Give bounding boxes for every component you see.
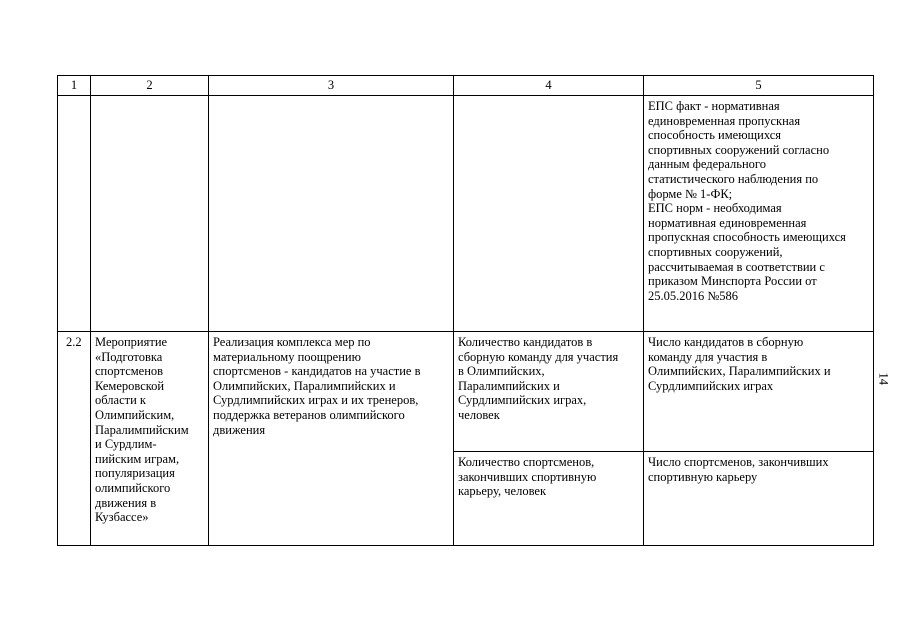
indicators-table	[57, 75, 874, 546]
page-number: 14	[876, 372, 891, 385]
continuation-cell-1	[58, 96, 91, 332]
continuation-cell-3	[209, 96, 454, 332]
continuation-cell-2	[91, 96, 209, 332]
event-description: Реализация комплекса мер по материальному поощрению спортсменов - кандидатов на участие в Олимпийских, Паралимпийских и Сурдлимпийских играх и их тренеров, поддержка ветеранов олимпийского движения	[209, 332, 454, 546]
header-col-2: 2	[91, 76, 209, 96]
table-row-2-2	[58, 332, 874, 452]
indicator-retired-athletes: Количество спортсменов, закончивших спортивную карьеру, человек	[454, 452, 644, 546]
table-row-continuation	[58, 96, 874, 332]
indicator-candidates: Количество кандидатов в сборную команду для участия в Олимпийских, Паралимпийских и Сурдлимпийских играх, человек	[454, 332, 644, 452]
header-col-4: 4	[454, 76, 644, 96]
continuation-formula-text: ЕПС факт - нормативная единовременная пропускная способность имеющихся спортивных сооружений согласно данным федерального статистического наблюдения по форме № 1-ФК; ЕПС норм - необходимая нормативная единовременная пропускная способность имеющихся спортивных сооружений, рассчитываемая в соответствии с приказом Минспорта России от 25.05.2016 №586	[644, 96, 874, 332]
header-col-1: 1	[58, 76, 91, 96]
formula-retired-athletes: Число спортсменов, закончивших спортивную карьеру	[644, 452, 874, 546]
event-name: Мероприятие «Подготовка спортсменов Кемеровской области к Олимпийским, Паралимпийским и Сурдлим- пийским играм, популяризация олимпийского движения в Кузбассе»	[91, 332, 209, 546]
formula-candidates: Число кандидатов в сборную команду для участия в Олимпийских, Паралимпийских и Сурдлимпийских играх	[644, 332, 874, 452]
continuation-cell-4	[454, 96, 644, 332]
row-number: 2.2	[58, 332, 91, 546]
header-col-3: 3	[209, 76, 454, 96]
header-col-5: 5	[644, 76, 874, 96]
table-header-row	[58, 76, 874, 96]
